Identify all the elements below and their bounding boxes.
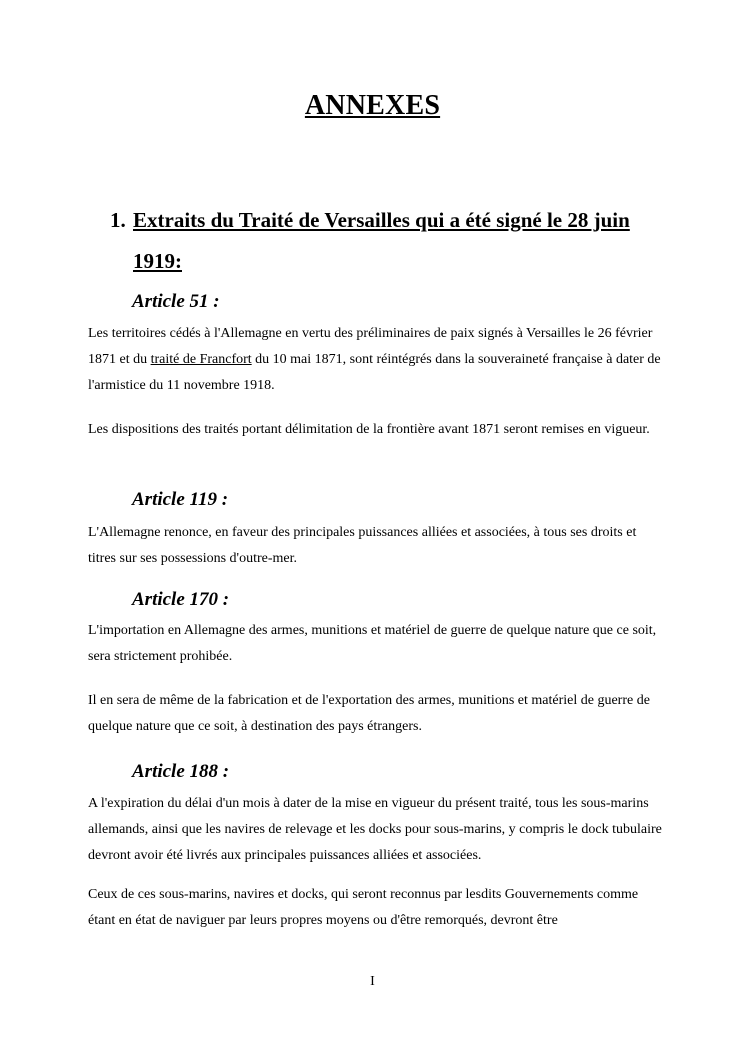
article-188-paragraph-1: A l'expiration du délai d'un mois à dater de la mise en vigueur du présent traité, tous les sous-marins allemands, ainsi que les navires de relevage et les docks pour sous-marins, y compris le dock tubulaire devront avoir été livrés aux principales puissances alliées et associées.	[88, 796, 662, 863]
article-119-label: Article 119 :	[132, 489, 229, 510]
article-170-paragraph-1: L'importation en Allemagne des armes, munitions et matériel de guerre de quelque nature que ce soit, sera strictement prohibée.	[88, 623, 657, 664]
article-51-paragraph-1-start: Les territoires cédés à l'Allemagne en vertu des préliminaires de paix signés à Versailles le 26 février 1871 et du	[88, 326, 653, 367]
article-51-paragraph-1-end: du 10 mai 1871, sont réintégrés dans la souveraineté française à dater de l'armistice du 11 novembre 1918.	[88, 352, 661, 393]
article-188-label: Article 188 :	[132, 761, 230, 782]
article-51-label: Article 51 :	[132, 291, 220, 312]
article-51-paragraph-1	[88, 321, 663, 399]
page-number: I	[370, 974, 375, 989]
article-188-paragraph-2: Ceux de ces sous-marins, navires et docks, qui seront reconnus par lesdits Gouvernements comme étant en état de naviguer par leurs propres moyens ou d'être remorqués, devront être	[88, 887, 639, 928]
article-170-paragraph-2: Il en sera de même de la fabrication et de l'exportation des armes, munitions et matériel de guerre de quelque nature que ce soit, à destination des pays étrangers.	[88, 693, 650, 734]
section-number: 1.	[110, 208, 126, 232]
article-170-label: Article 170 :	[132, 589, 230, 610]
traite-de-francfort-link[interactable]: traité de Francfort	[150, 352, 252, 367]
page-title: ANNEXES	[304, 90, 441, 121]
article-119-paragraph-1: L'Allemagne renonce, en faveur des principales puissances alliées et associées, à tous ses droits et titres sur ses possessions d'outre-mer.	[88, 525, 637, 566]
section-heading	[110, 200, 650, 282]
article-51-paragraph-2: Les dispositions des traités portant délimitation de la frontière avant 1871 seront remises en vigueur.	[88, 422, 650, 437]
section-heading-text: Extraits du Traité de Versailles qui a été signé le 28 juin 1919:	[133, 208, 630, 273]
